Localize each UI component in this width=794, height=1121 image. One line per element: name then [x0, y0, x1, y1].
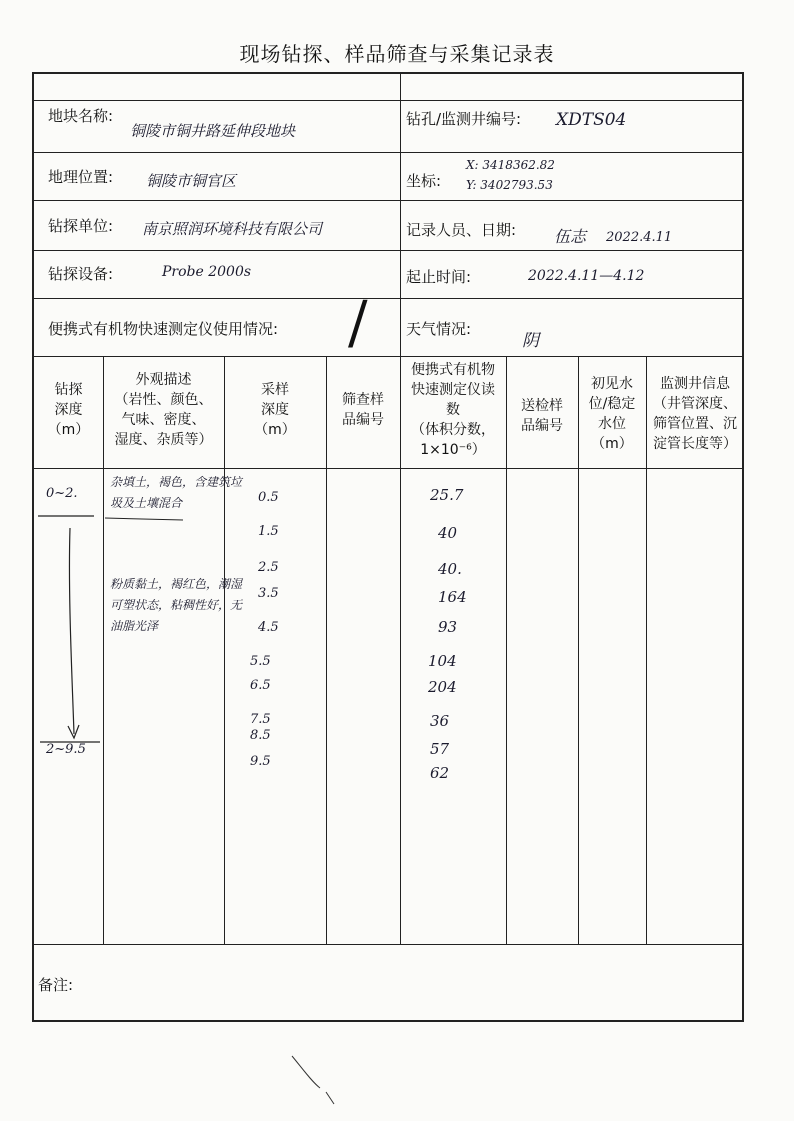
col-header-description: 外观描述 （岩性、颜色、 气味、密度、 湿度、杂质等） — [114, 372, 213, 448]
well-id-label: 钻孔/监测井编号: — [406, 110, 522, 128]
location-label: 地理位置: — [48, 168, 114, 186]
sample-depth: 2.5 — [258, 560, 279, 575]
pid-reading: 62 — [430, 764, 450, 782]
description-entry: 杂填土，褐色，含建筑垃 圾及土壤混合 — [110, 475, 243, 510]
weather-label: 天气情况: — [406, 320, 472, 338]
sample-depth: 8.5 — [250, 728, 271, 743]
row-divider — [34, 356, 742, 357]
pid-reading: 104 — [428, 652, 457, 670]
col-header-water-level: 初见水 位/稳定 水位 （m） — [588, 376, 636, 452]
info-center-divider — [400, 74, 401, 356]
time-label: 起止时间: — [406, 268, 472, 286]
header-divider — [34, 468, 742, 469]
sample-depth: 4.5 — [258, 620, 279, 635]
plot-name-label: 地块名称: — [48, 107, 114, 125]
recorder-name: 伍志 — [554, 227, 587, 246]
pid-value: / — [348, 288, 368, 356]
plot-name-value: 铜陵市铜井路延伸段地块 — [130, 122, 296, 140]
sample-depth: 3.5 — [258, 586, 279, 601]
location-value: 铜陵市铜官区 — [146, 172, 237, 190]
record-form — [32, 72, 744, 1022]
recorder-label: 记录人员、日期: — [406, 221, 517, 239]
col-header-pid-reading: 便携式有机物 快速测定仪读 数 （体积分数， 1×10⁻⁶） — [411, 362, 495, 458]
col-divider — [326, 356, 327, 944]
sample-depth: 6.5 — [250, 678, 271, 693]
well-id-value: XDTS04 — [556, 110, 627, 130]
row-divider — [34, 250, 742, 251]
col-header-lab-id: 送检样 品编号 — [521, 398, 563, 434]
col-divider — [506, 356, 507, 944]
pid-reading: 36 — [430, 712, 450, 730]
depth-arrow-icon — [34, 494, 103, 794]
weather-value: 阴 — [522, 331, 539, 351]
stray-mark-icon — [290, 1052, 350, 1112]
sample-depth: 1.5 — [258, 524, 279, 539]
recorder-date: 2022.4.11 — [606, 230, 673, 245]
row-divider — [34, 298, 742, 299]
unit-value: 南京照润环境科技有限公司 — [142, 220, 323, 238]
col-header-screen-id: 筛查样 品编号 — [342, 392, 384, 428]
pid-reading: 57 — [430, 740, 450, 758]
pid-reading: 93 — [438, 618, 458, 636]
sample-depth: 5.5 — [250, 654, 271, 669]
col-header-well-info: 监测井信息 （井管深度、 筛管位置、沉 淀管长度等） — [653, 376, 737, 452]
description-entry: 粉质黏土，褐红色，潮湿 可塑状态，粘稠性好，无 油脂光泽 — [110, 577, 243, 633]
col-header-drill-depth: 钻探 深度 （m） — [47, 382, 90, 438]
equipment-label: 钻探设备: — [48, 265, 114, 283]
col-header-sample-depth: 采样 深度 （m） — [254, 382, 296, 438]
unit-label: 钻探单位: — [48, 217, 114, 235]
row-divider — [34, 152, 742, 153]
row-divider — [34, 100, 742, 101]
sample-depth: 0.5 — [258, 490, 279, 505]
depth-range: 0~2. — [46, 486, 78, 501]
coord-y: Y: 3402793.53 — [466, 178, 553, 192]
pid-reading: 25.7 — [430, 486, 464, 504]
equipment-value: Probe 2000s — [162, 264, 252, 280]
col-divider — [224, 356, 225, 944]
sample-depth: 7.5 — [250, 712, 271, 727]
row-divider — [34, 200, 742, 201]
remarks-divider — [34, 944, 742, 945]
coord-label: 坐标: — [406, 172, 442, 190]
page-title: 现场钻探、样品筛查与采集记录表 — [239, 42, 555, 66]
depth-range: 2~9.5 — [46, 742, 86, 757]
pid-reading: 40 — [438, 524, 458, 542]
coord-x: X: 3418362.82 — [466, 158, 555, 172]
remarks-label: 备注: — [38, 976, 74, 994]
pid-label: 便携式有机物快速测定仪使用情况: — [48, 320, 279, 338]
sample-depth: 9.5 — [250, 754, 271, 769]
description-underline — [103, 516, 224, 526]
time-value: 2022.4.11—4.12 — [528, 268, 645, 284]
pid-reading: 40. — [438, 560, 462, 578]
pid-reading: 204 — [428, 678, 457, 696]
pid-reading: 164 — [438, 588, 467, 606]
